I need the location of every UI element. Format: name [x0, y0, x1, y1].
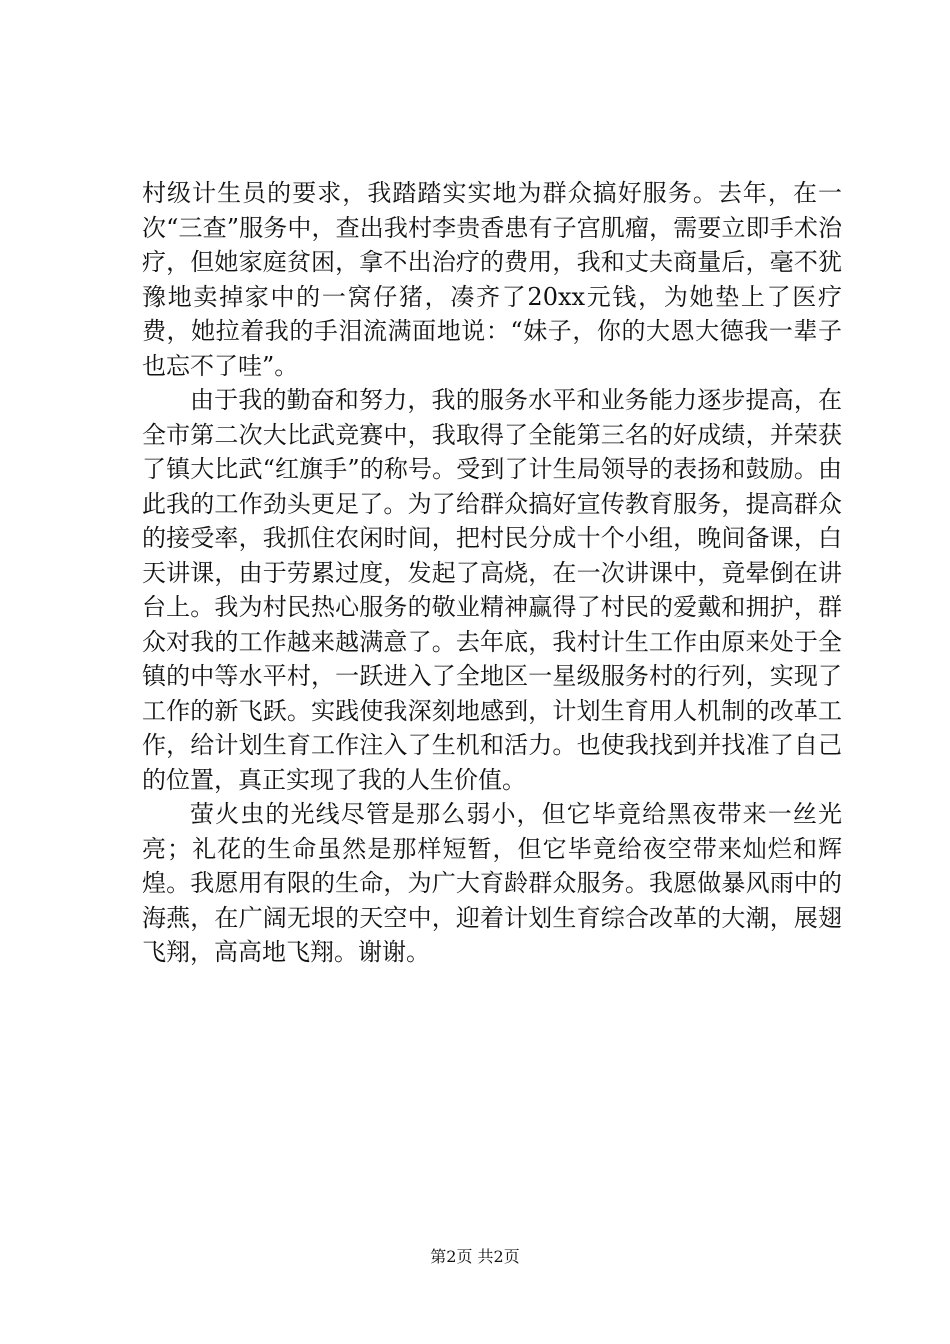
- page-number-label: 第2页 共2页: [430, 1247, 520, 1266]
- paragraph-3: 萤火虫的光线尽管是那么弱小，但它毕竟给黑夜带来一丝光亮；礼花的生命虽然是那样短暂，但它毕竟给夜空带来灿烂和辉煌。我愿用有限的生命，为广大育龄群众服务。我愿做暴风雨中的海燕，在广阔无垠的天空中，迎着计划生育综合改革的大潮，展翅飞翔，高高地飞翔。谢谢。: [142, 800, 842, 966]
- document-body: [142, 176, 842, 970]
- paragraph-1: 村级计生员的要求，我踏踏实实地为群众搞好服务。去年，在一次“三查”服务中，查出我村李贵香患有子宫肌瘤，需要立即手术治疗，但她家庭贫困，拿不出治疗的费用，我和丈夫商量后，毫不犹豫地卖掉家中的一窝仔猪，凑齐了20xx元钱，为她垫上了医疗费，她拉着我的手泪流满面地说：“妹子，你的大恩大德我一辈子也忘不了哇”。: [142, 179, 842, 380]
- page-footer: [0, 1244, 950, 1267]
- paragraph-2: 由于我的勤奋和努力，我的服务水平和业务能力逐步提高，在全市第二次大比武竞赛中，我取得了全能第三名的好成绩，并荣获了镇大比武“红旗手”的称号。受到了计生局领导的表扬和鼓励。由此我的工作劲头更足了。为了给群众搞好宣传教育服务，提高群众的接受率，我抓住农闲时间，把村民分成十个小组，晚间备课，白天讲课，由于劳累过度，发起了高烧，在一次讲课中，竟晕倒在讲台上。我为村民热心服务的敬业精神赢得了村民的爱戴和拥护，群众对我的工作越来越满意了。去年底，我村计生工作由原来处于全镇的中等水平村，一跃进入了全地区一星级服务村的行列，实现了工作的新飞跃。实践使我深刻地感到，计划生育用人机制的改革工作，给计划生育工作注入了生机和活力。也使我找到并找准了自己的位置，真正实现了我的人生价值。: [142, 386, 842, 794]
